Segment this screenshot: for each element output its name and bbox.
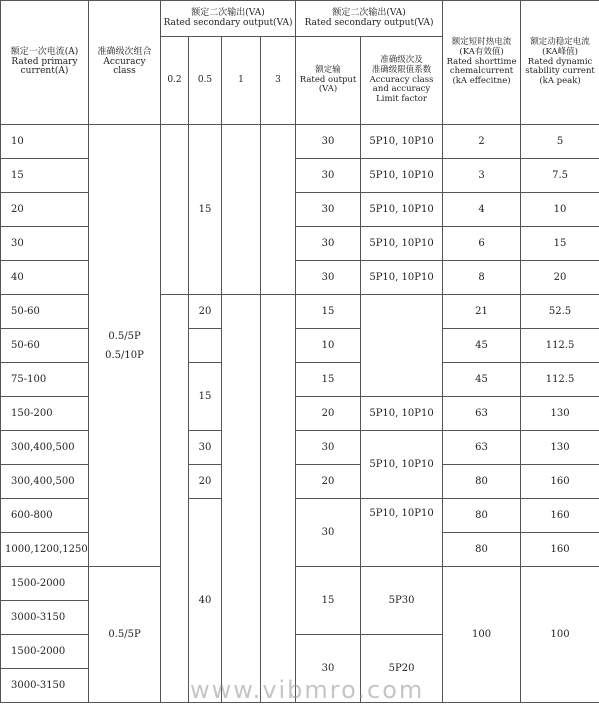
cell-class-0-2-empty (161, 125, 189, 295)
cell-dynamic: 7.5 (521, 159, 599, 193)
cell-rated-output: 15 (296, 363, 361, 397)
cell-current: 1500-2000 (1, 635, 89, 669)
cell-current: 20 (1, 193, 89, 227)
cell-limit-factor: 5P10, 10P10 (361, 499, 443, 567)
cell-limit-factor: 5P10, 10P10 (361, 397, 443, 431)
header-class-0-2: 0.2 (161, 37, 189, 125)
cell-current: 50-60 (1, 329, 89, 363)
cell-class-1-empty (222, 295, 261, 703)
cell-current: 1500-2000 (1, 567, 89, 601)
cell-rated-output: 30 (296, 261, 361, 295)
cell-current: 50-60 (1, 295, 89, 329)
cell-rated-output: 30 (296, 125, 361, 159)
cell-current: 10 (1, 125, 89, 159)
cell-rated-output: 30 (296, 193, 361, 227)
cell-class-0-5: 30 (189, 431, 222, 465)
cell-class-0-5: 20 (189, 465, 222, 499)
header-accuracy-class: 准确级次组合 Accuracy class (89, 1, 161, 125)
cell-thermal: 8 (443, 261, 521, 295)
cell-thermal: 45 (443, 363, 521, 397)
cell-limit-factor: 5P10, 10P10 (361, 193, 443, 227)
cell-limit-factor: 5P10, 10P10 (361, 227, 443, 261)
cell-rated-output: 15 (296, 295, 361, 329)
header-thermal-current: 额定短时热电流 (KA有效值) Rated shorttime chemalcurrent (kA effecitne) (443, 1, 521, 125)
cell-dynamic: 20 (521, 261, 599, 295)
header-limit-factor: 准确级次及 准确级限值系数 Accuracy class and accuracy Limit factor (361, 37, 443, 125)
cell-limit-factor: 5P10, 10P10 (361, 431, 443, 499)
cell-class-0-5: 20 (189, 295, 222, 329)
cell-limit-factor: 5P20 (361, 635, 443, 703)
cell-dynamic: 112.5 (521, 363, 599, 397)
cell-dynamic: 5 (521, 125, 599, 159)
cell-thermal: 3 (443, 159, 521, 193)
cell-dynamic: 100 (521, 567, 599, 703)
cell-current: 40 (1, 261, 89, 295)
cell-thermal: 45 (443, 329, 521, 363)
cell-rated-output: 30 (296, 499, 361, 567)
cell-limit-factor: 5P10, 10P10 (361, 261, 443, 295)
cell-class-1-empty (222, 125, 261, 295)
cell-dynamic: 52.5 (521, 295, 599, 329)
cell-current: 600-800 (1, 499, 89, 533)
cell-limit-factor: 5P10, 10P10 (361, 125, 443, 159)
cell-class-0-5-empty (189, 329, 222, 363)
watermark: www.vibmro.com (190, 676, 425, 704)
cell-dynamic: 10 (521, 193, 599, 227)
cell-limit-factor: 5P30 (361, 567, 443, 635)
cell-limit-factor: 5P10, 10P10 (361, 159, 443, 193)
cell-accuracy-group-2: 0.5/5P (89, 567, 161, 703)
cell-dynamic: 160 (521, 533, 599, 567)
cell-class-0-5: 15 (189, 363, 222, 431)
cell-class-0-2-empty (161, 295, 189, 703)
cell-rated-output: 30 (296, 227, 361, 261)
cell-rated-output: 10 (296, 329, 361, 363)
cell-class-3-empty (261, 295, 296, 703)
cell-rated-output: 15 (296, 567, 361, 635)
cell-dynamic: 130 (521, 397, 599, 431)
cell-thermal: 80 (443, 533, 521, 567)
cell-thermal: 63 (443, 431, 521, 465)
cell-current: 150-200 (1, 397, 89, 431)
cell-current: 75-100 (1, 363, 89, 397)
cell-rated-output: 30 (296, 431, 361, 465)
header-primary-current: 额定一次电流(A) Rated primary current(A) (1, 1, 89, 125)
cell-thermal: 4 (443, 193, 521, 227)
header-secondary-output-1: 额定二次输出(VA) Rated secondary output(VA) (161, 1, 296, 37)
cell-rated-output: 30 (296, 635, 361, 703)
cell-current: 30 (1, 227, 89, 261)
cell-rated-output: 20 (296, 397, 361, 431)
cell-current: 1000,1200,1250 (1, 533, 89, 567)
header-dynamic-current: 额定动稳定电流 (KA峰值) Rated dynamic stability current (kA peak) (521, 1, 599, 125)
cell-current: 300,400,500 (1, 465, 89, 499)
cell-dynamic: 160 (521, 499, 599, 533)
cell-thermal: 100 (443, 567, 521, 703)
cell-dynamic: 15 (521, 227, 599, 261)
cell-thermal: 2 (443, 125, 521, 159)
cell-dynamic: 112.5 (521, 329, 599, 363)
cell-dynamic: 160 (521, 465, 599, 499)
cell-dynamic: 130 (521, 431, 599, 465)
cell-class-0-5: 40 (189, 499, 222, 703)
cell-rated-output: 20 (296, 465, 361, 499)
cell-current: 3000-3150 (1, 601, 89, 635)
header-class-1: 1 (222, 37, 261, 125)
cell-current: 300,400,500 (1, 431, 89, 465)
cell-class-3-empty (261, 125, 296, 295)
cell-thermal: 63 (443, 397, 521, 431)
cell-current: 3000-3150 (1, 669, 89, 703)
cell-thermal: 80 (443, 465, 521, 499)
cell-thermal: 80 (443, 499, 521, 533)
cell-current: 15 (1, 159, 89, 193)
header-class-0-5: 0.5 (189, 37, 222, 125)
cell-rated-output: 30 (296, 159, 361, 193)
cell-accuracy-group-1: 0.5/5P 0.5/10P (89, 125, 161, 567)
cell-thermal: 6 (443, 227, 521, 261)
header-rated-output: 额定输 Rated output (VA) (296, 37, 361, 125)
cell-thermal: 21 (443, 295, 521, 329)
header-secondary-output-2: 额定二次输出(VA) Rated secondary output(VA) (296, 1, 443, 37)
header-class-3: 3 (261, 37, 296, 125)
cell-limit-factor-empty (361, 295, 443, 397)
cell-class-0-5: 15 (189, 125, 222, 295)
